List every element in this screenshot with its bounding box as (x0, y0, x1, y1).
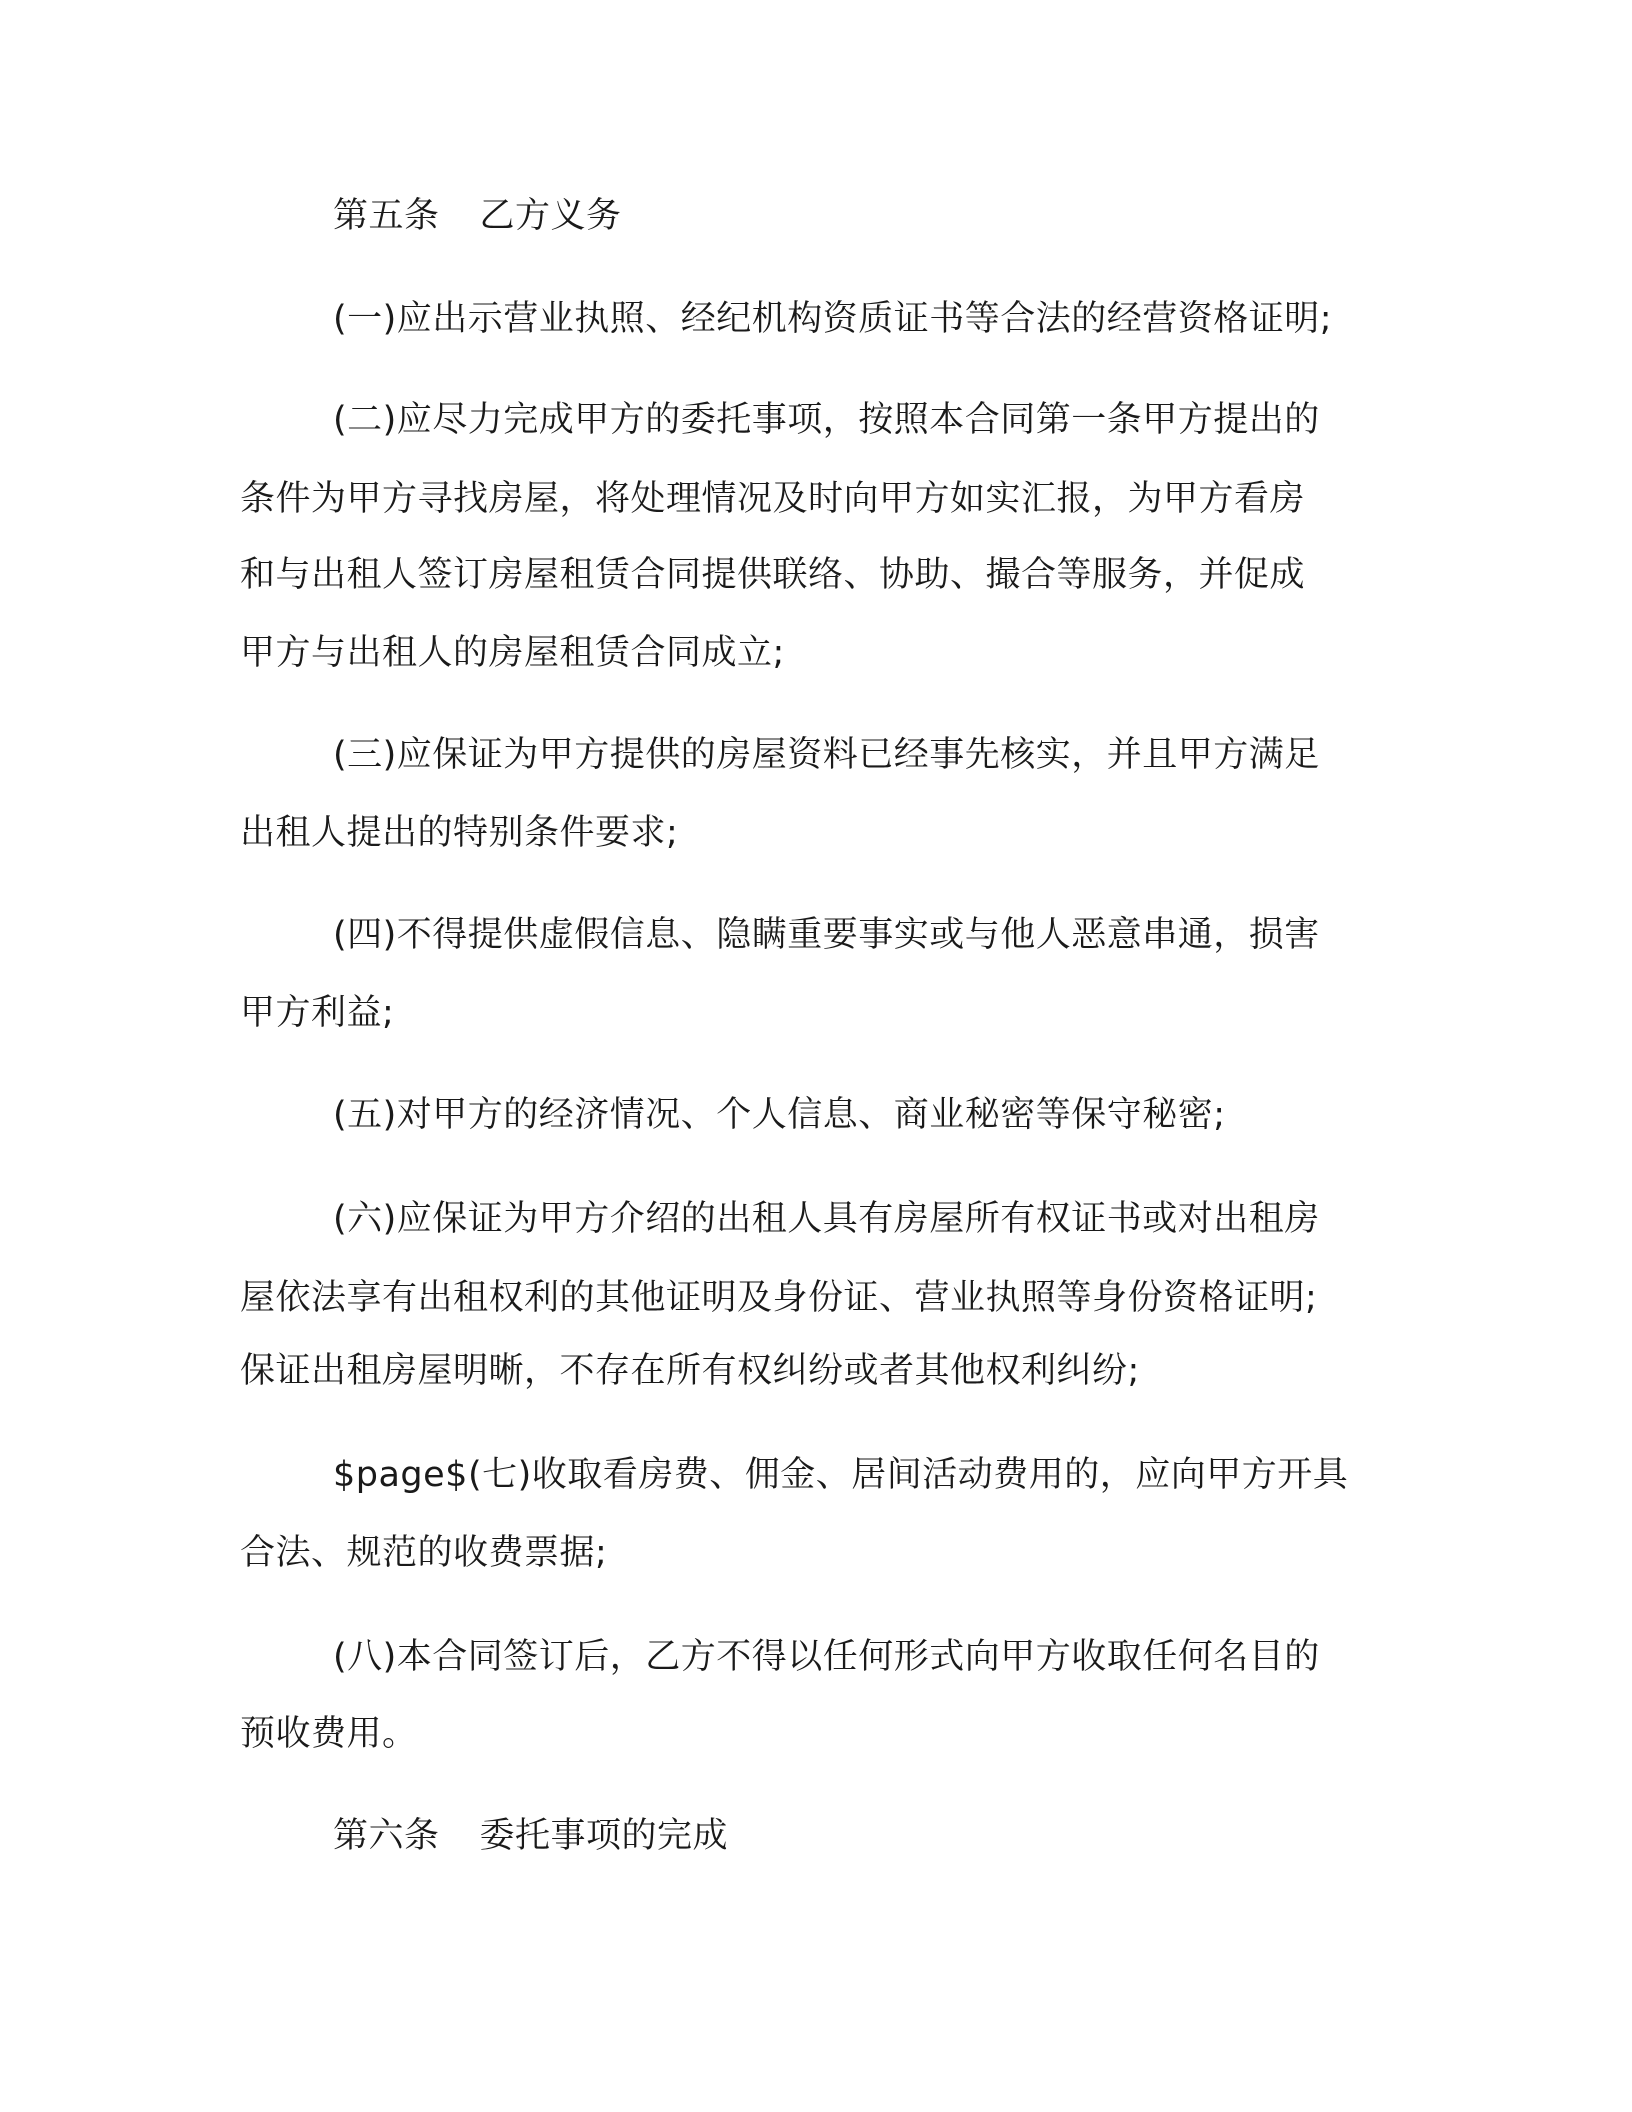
article-5-heading (0, 194, 1632, 238)
item-2-line-4: 甲方与出租人的房屋租赁合同成立; (240, 633, 785, 673)
item-4-line-1: (四)不得提供虚假信息、隐瞒重要事实或与他人恶意串通，损害 (333, 915, 1320, 955)
item-6-line-1: (六)应保证为甲方介绍的出租人具有房屋所有权证书或对出租房 (333, 1199, 1320, 1239)
item-5-line-1: (五)对甲方的经济情况、个人信息、商业秘密等保守秘密; (333, 1095, 1226, 1135)
item-2-line-3: 和与出租人签订房屋租赁合同提供联络、协助、撮合等服务，并促成 (240, 555, 1306, 595)
item-7-line-2: 合法、规范的收费票据; (240, 1533, 608, 1573)
item-3-line-2: 出租人提出的特别条件要求; (240, 813, 679, 853)
item-6-line-3: 保证出租房屋明晰，不存在所有权纠纷或者其他权利纠纷; (240, 1351, 1140, 1391)
item-3-line-1: (三)应保证为甲方提供的房屋资料已经事先核实，并且甲方满足 (333, 735, 1320, 775)
article-6-title: 委托事项的完成 (479, 1816, 729, 1856)
article-6-number: 第六条 (333, 1816, 440, 1856)
item-6-line-2: 屋依法享有出租权利的其他证明及身份证、营业执照等身份资格证明; (240, 1278, 1318, 1318)
item-8-line-1: (八)本合同签订后，乙方不得以任何形式向甲方收取任何名目的 (333, 1637, 1320, 1677)
item-8-line-2: 预收费用。 (240, 1714, 418, 1754)
item-2-line-1: (二)应尽力完成甲方的委托事项，按照本合同第一条甲方提出的 (333, 400, 1320, 440)
item-7-line-1: $page$(七)收取看房费、佣金、居间活动费用的，应向甲方开具 (333, 1455, 1349, 1495)
item-1-line-1: (一)应出示营业执照、经纪机构资质证书等合法的经营资格证明; (333, 299, 1333, 339)
article-5-number: 第五条 (333, 196, 440, 236)
item-2-line-2: 条件为甲方寻找房屋，将处理情况及时向甲方如实汇报，为甲方看房 (240, 479, 1306, 519)
article-6-heading (0, 1814, 1632, 1858)
item-4-line-2: 甲方利益; (240, 993, 395, 1033)
article-5-title: 乙方义务 (479, 196, 622, 236)
